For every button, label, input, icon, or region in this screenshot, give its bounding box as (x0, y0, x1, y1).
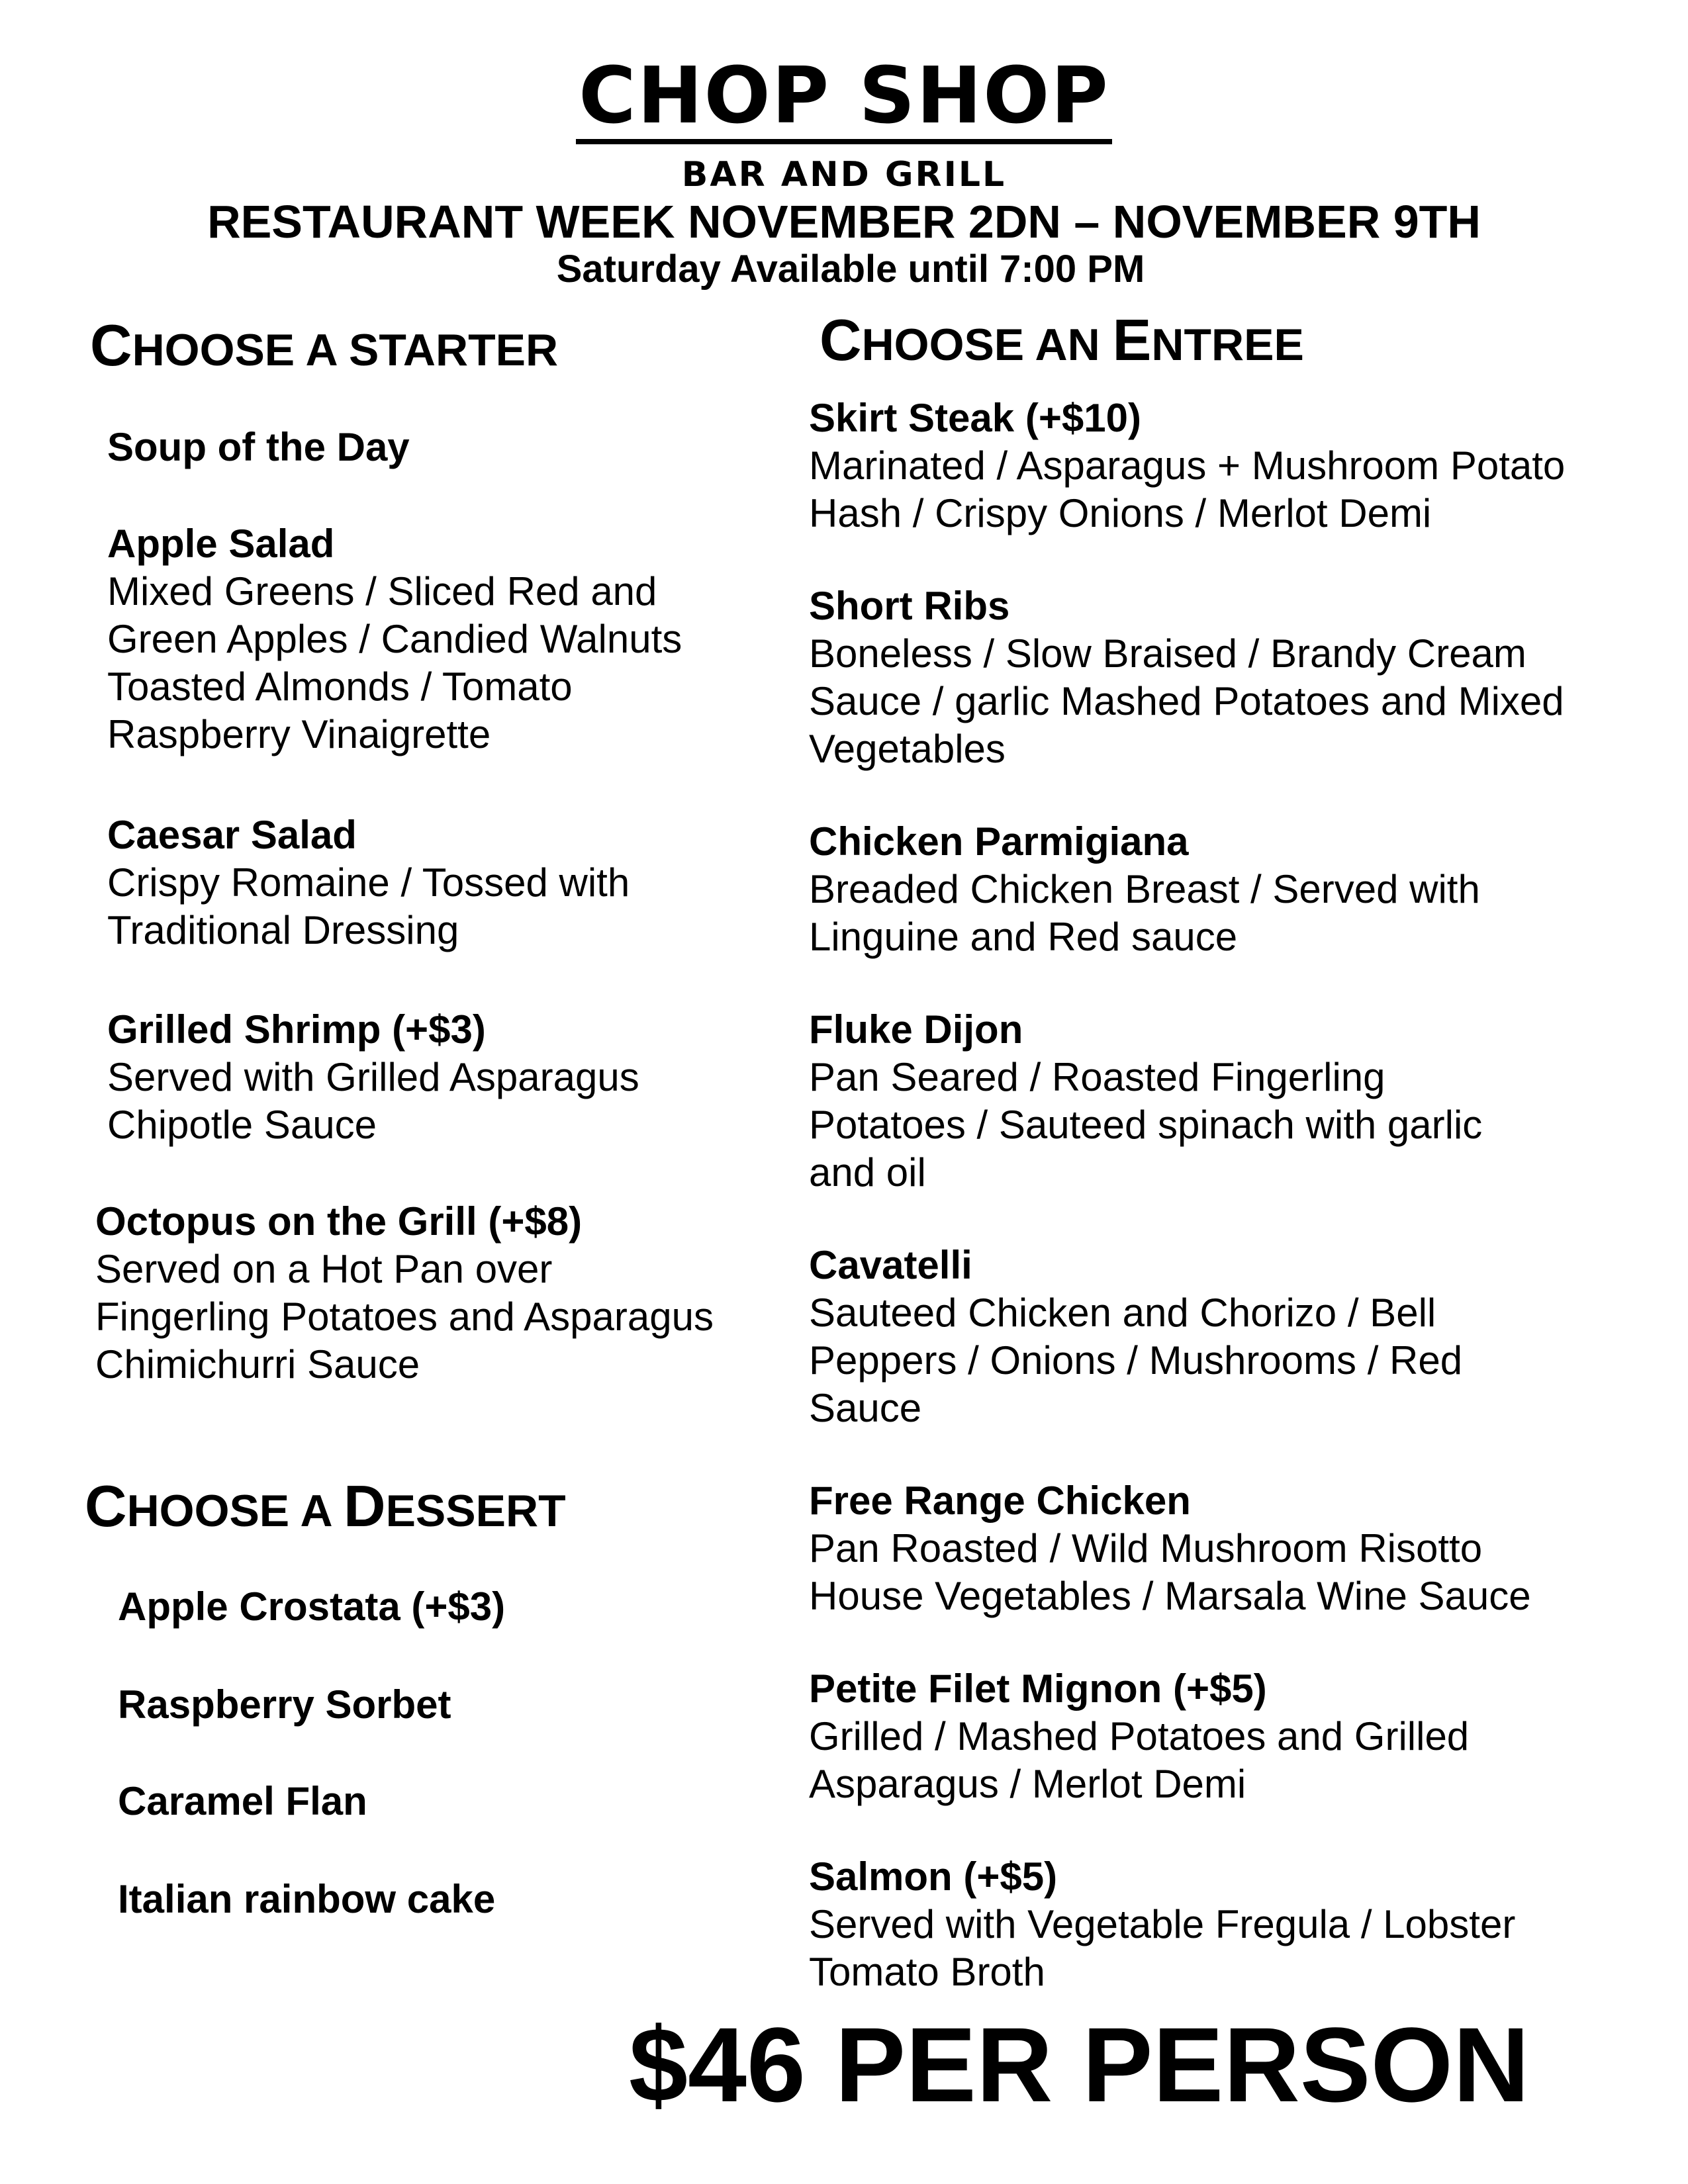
entree-item (809, 394, 1565, 537)
price-per-person: $46 PER PERSON (629, 2005, 1530, 2124)
item-name: Free Range Chicken (809, 1479, 1191, 1523)
item-description: Grilled / Mashed Potatoes and Grilled Asparagus / Merlot Demi (809, 1714, 1470, 1806)
heading-rest: HOOSE AN (861, 320, 1113, 370)
item-description: Boneless / Slow Braised / Brandy Cream Sauce / garlic Mashed Potatoes and Mixed Vegetables (809, 631, 1564, 771)
item-description: Marinated / Asparagus + Mushroom Potato Hash / Crispy Onions / Merlot Demi (809, 443, 1566, 535)
item-description: Mixed Greens / Sliced Red and Green Apples / Candied Walnuts Toasted Almonds / Tomato Raspberry Vinaigrette (107, 569, 682, 756)
starter-item (107, 811, 630, 954)
item-name: Grilled Shrimp (+$3) (107, 1007, 486, 1052)
event-dates: RESTAURANT WEEK NOVEMBER 2DN – NOVEMBER 9TH (207, 196, 1481, 248)
item-name: Short Ribs (809, 584, 1010, 628)
item-name: Soup of the Day (107, 425, 410, 469)
starter-item (107, 520, 682, 758)
heading-rest: HOOSE A STARTER (132, 325, 559, 375)
item-description: Sauteed Chicken and Chorizo / Bell Peppers / Onions / Mushrooms / Red Sauce (809, 1291, 1463, 1430)
starter-item (107, 1006, 639, 1149)
menu-title (0, 50, 1688, 144)
heading-initial: E (1112, 307, 1152, 373)
item-name: Octopus on the Grill (+$8) (95, 1199, 583, 1244)
item-description: Served on a Hot Pan over Fingerling Potatoes and Asparagus Chimichurri Sauce (95, 1247, 714, 1387)
item-description: Breaded Chicken Breast / Served with Linguine and Red sauce (809, 867, 1480, 959)
heading-initial: C (85, 1473, 127, 1539)
dessert-item: Apple Crostata (+$3) (118, 1584, 506, 1629)
entree-item (809, 1853, 1515, 1996)
entree-item (809, 582, 1564, 773)
dessert-item: Italian rainbow cake (118, 1877, 496, 1921)
menu-subtitle: BAR AND GRILL (681, 155, 1007, 195)
entree-item (809, 1477, 1531, 1620)
entree-item (809, 818, 1480, 961)
heading-rest: ESSERT (385, 1486, 566, 1536)
title-text: CHOP SHOP (576, 53, 1112, 144)
availability-note: Saturday Available until 7:00 PM (556, 248, 1145, 291)
entree-item (809, 1006, 1482, 1197)
heading-initial: C (90, 312, 132, 378)
starter-heading (90, 312, 559, 378)
dessert-item: Raspberry Sorbet (118, 1682, 451, 1727)
item-name: Skirt Steak (+$10) (809, 396, 1141, 440)
item-name: Apple Salad (107, 522, 335, 566)
item-description: Crispy Romaine / Tossed with Traditional Dressing (107, 860, 630, 952)
item-name: Petite Filet Mignon (+$5) (809, 1666, 1267, 1711)
entree-item (809, 1665, 1469, 1808)
item-description: Pan Seared / Roasted Fingerling Potatoes / Sauteed spinach with garlic and oil (809, 1055, 1483, 1195)
heading-rest: NTREE (1151, 320, 1304, 370)
entree-item (809, 1242, 1462, 1432)
dessert-heading (85, 1473, 566, 1539)
item-name: Salmon (+$5) (809, 1854, 1058, 1899)
item-name: Chicken Parmigiana (809, 819, 1189, 864)
item-name: Fluke Dijon (809, 1007, 1023, 1052)
entree-heading (820, 307, 1304, 373)
item-description: Pan Roasted / Wild Mushroom Risotto House Vegetables / Marsala Wine Sauce (809, 1526, 1531, 1618)
item-name: Caesar Salad (107, 813, 357, 857)
item-description: Served with Grilled Asparagus Chipotle Sauce (107, 1055, 639, 1147)
heading-rest: HOOSE A (126, 1486, 344, 1536)
starter-item (95, 1198, 714, 1388)
heading-initial: C (820, 307, 862, 373)
dessert-item: Caramel Flan (118, 1779, 367, 1823)
item-name: Cavatelli (809, 1243, 972, 1287)
starter-item (107, 424, 410, 471)
item-description: Served with Vegetable Fregula / Lobster Tomato Broth (809, 1902, 1516, 1994)
heading-initial: D (344, 1473, 386, 1539)
